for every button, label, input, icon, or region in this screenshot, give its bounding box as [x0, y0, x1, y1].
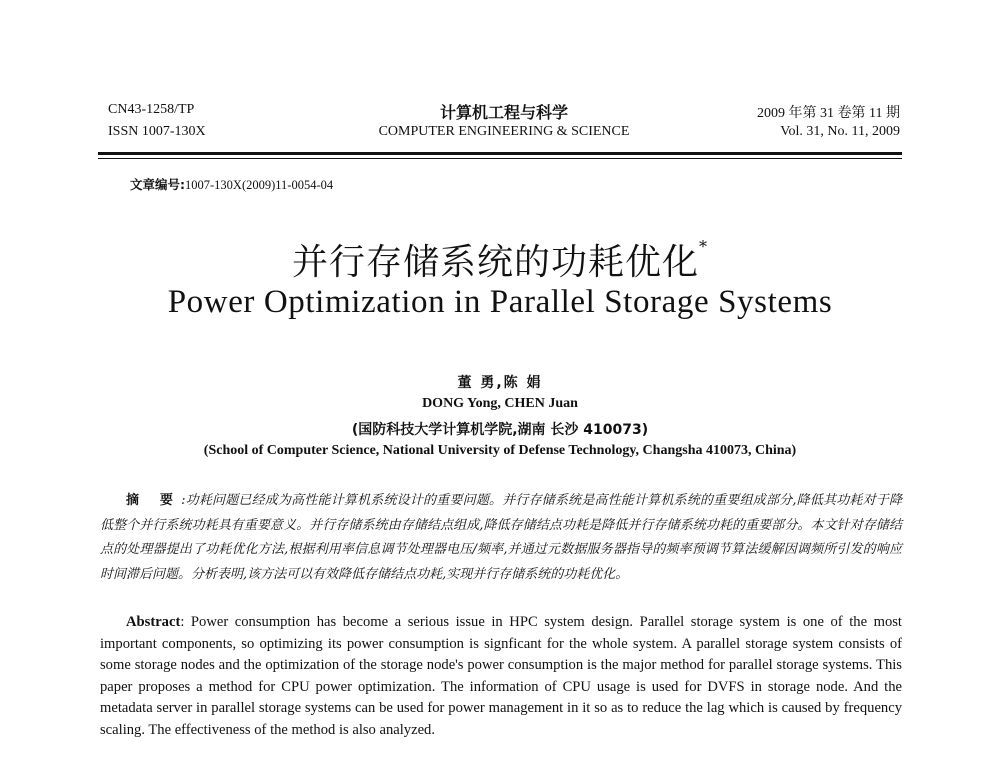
- abstract-en-label: Abstract: [126, 614, 181, 630]
- affiliation-cn: (国防科技大学计算机学院,湖南 长沙 410073): [351, 422, 649, 438]
- abstract-cn-text: :功耗问题已经成为高性能计算机系统设计的重要问题。并行存储系统是高性能计算机系统的重要组成部分,降低其功耗对于降低整个并行系统功耗具有重要意义。并行存储系统由存储结点组成,降低存储结点功耗是降低并行存储系统功耗的重要部分。本文针对存储结点的处理器提出了功耗优化方法,根据利用率信息调节处理器电压/频率,并通过元数据服务器指导的频率预调节算法缓解因调频所引发的响应时间滞后问题。分析表明,该方法可以有效降低存储结点功耗,实现并行存储系统的功耗优化。: [100, 493, 902, 582]
- abstract-cn-label: 摘 要: [126, 493, 182, 508]
- issn: ISSN 1007-130X: [108, 124, 206, 139]
- abstract-en-text: : Power consumption has become a serious issue in HPC system design. Parallel storage system is one of the most important components, so optimizing its power consumption is signficant for the whole system. A parallel storage system consists of some storage nodes and the optimization of the storage node's power consumption is the major method for parallel storage systems. This paper proposes a method for CPU power optimization. The information of CPU usage is used for DVFS in storage node. And the metadata server in parallel storage systems can be used for power management in it so as to reduce the lag which is caused by frequency scaling. The effectiveness of the method is also analyzed.: [100, 614, 902, 738]
- journal-title-en: COMPUTER ENGINEERING & SCIENCE: [378, 124, 630, 139]
- article-number-label: 文章编号:: [130, 177, 185, 192]
- authors-cn: 董 勇,陈 娟: [457, 375, 543, 391]
- title-footnote-mark: *: [699, 237, 708, 256]
- title-cn: [0, 234, 1000, 285]
- title-cn-text: 并行存储系统的功耗优化: [291, 242, 699, 283]
- journal-title-cn: 计算机工程与科学: [439, 103, 568, 122]
- article-number: [130, 175, 333, 193]
- title-en: Power Optimization in Parallel Storage Systems: [167, 284, 833, 320]
- affiliation-en: (School of Computer Science, National University of Defense Technology, Changsha 410073, China): [203, 443, 797, 458]
- authors-en: DONG Yong, CHEN Juan: [422, 396, 578, 411]
- issue-cn: 2009 年第 31 卷第 11 期: [757, 106, 900, 121]
- journal-code: CN43-1258/TP: [108, 102, 195, 117]
- article-number-value: 1007-130X(2009)11-0054-04: [185, 178, 334, 192]
- abstract-cn: [100, 489, 902, 587]
- abstract-en: [100, 612, 902, 741]
- header-rule-thick: [98, 152, 902, 155]
- header-rule-thin: [98, 158, 902, 159]
- issue-en: Vol. 31, No. 11, 2009: [780, 124, 900, 139]
